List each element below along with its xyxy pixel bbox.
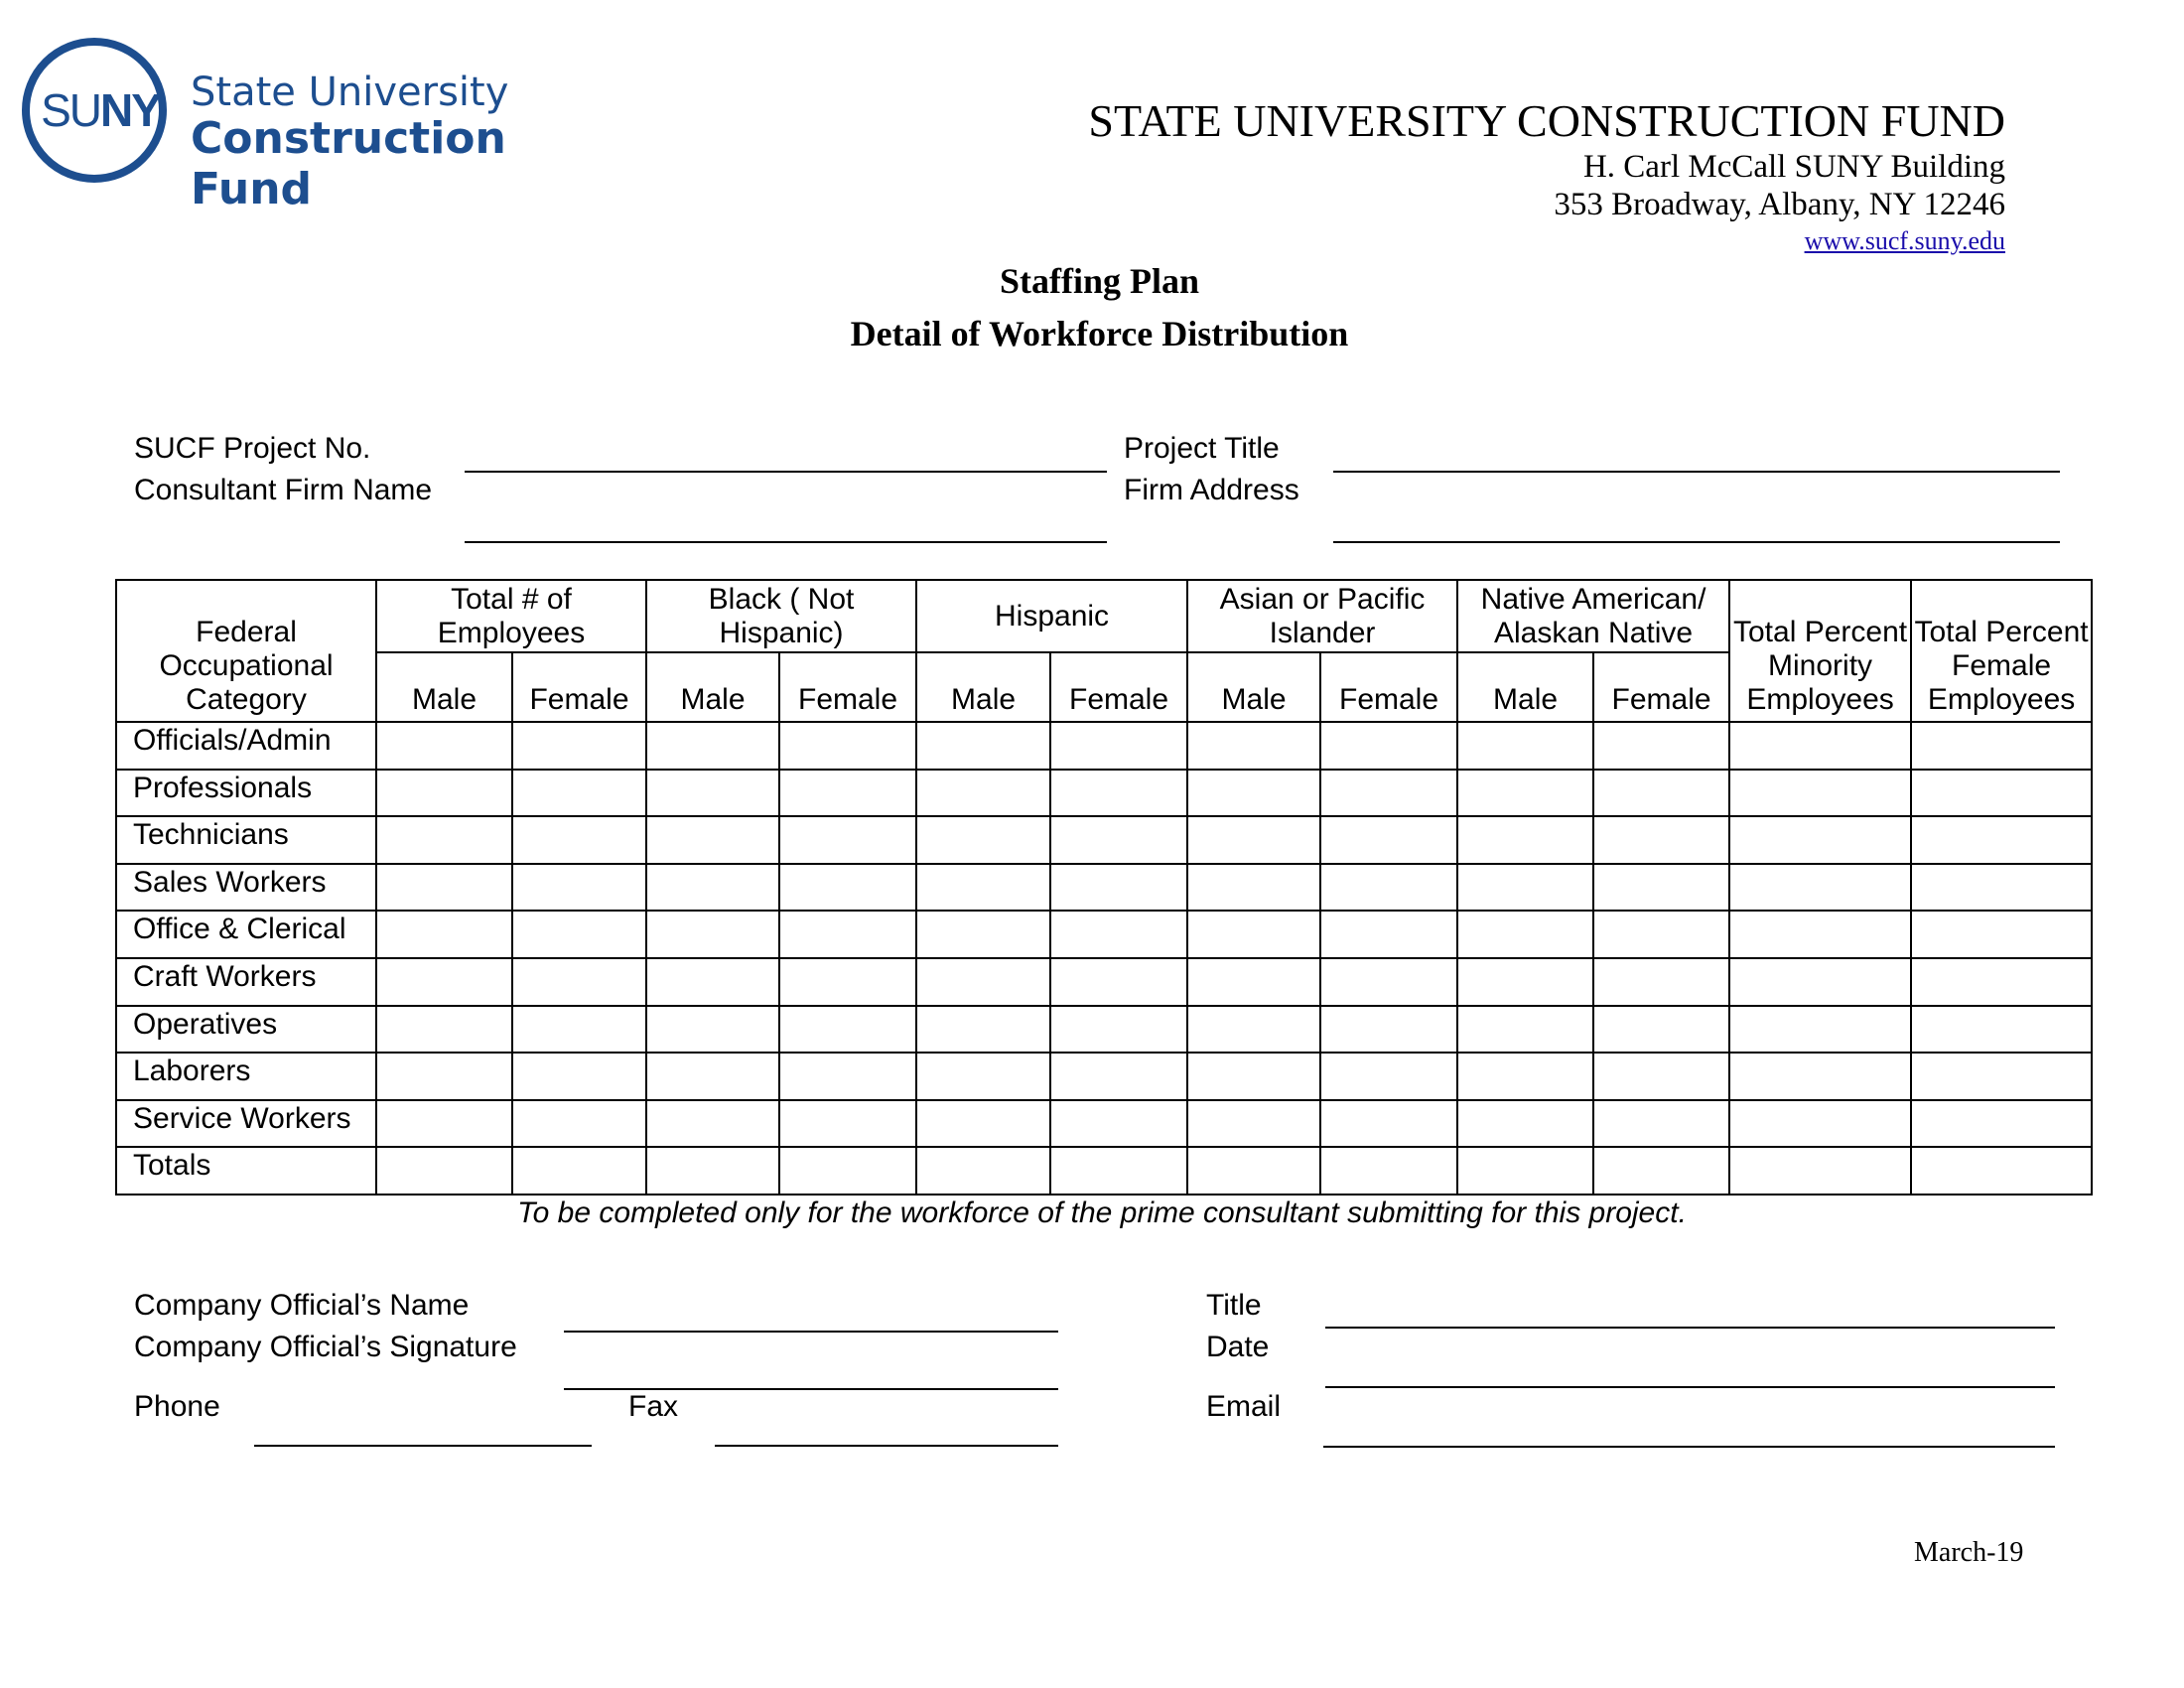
- entry-cell[interactable]: [646, 770, 779, 817]
- entry-cell[interactable]: [376, 1100, 512, 1148]
- row-category-label: Office & Clerical: [116, 911, 376, 958]
- title-field[interactable]: [1325, 1327, 2055, 1329]
- sub-header-female: Female: [1593, 652, 1729, 722]
- entry-cell[interactable]: [916, 958, 1050, 1006]
- entry-cell[interactable]: [376, 722, 512, 770]
- entry-cell[interactable]: [779, 1100, 916, 1148]
- website-link[interactable]: www.sucf.suny.edu: [1804, 226, 2005, 255]
- entry-cell[interactable]: [1187, 911, 1320, 958]
- entry-cell[interactable]: [512, 770, 646, 817]
- entry-cell[interactable]: [1593, 1053, 1729, 1100]
- entry-cell[interactable]: [1593, 1006, 1729, 1054]
- entry-cell[interactable]: [1911, 770, 2092, 817]
- entry-cell[interactable]: [1593, 958, 1729, 1006]
- entry-cell[interactable]: [1911, 1147, 2092, 1195]
- logo-line-1: State University: [191, 70, 509, 115]
- sub-header-male: Male: [1457, 652, 1593, 722]
- sub-header-male: Male: [646, 652, 779, 722]
- official-name-field[interactable]: [564, 1331, 1058, 1333]
- entry-cell[interactable]: [646, 1100, 779, 1148]
- entry-cell[interactable]: [646, 864, 779, 912]
- table-row: [116, 1147, 2092, 1195]
- group-header-black: Black ( Not Hispanic): [646, 580, 916, 652]
- entry-cell[interactable]: [916, 770, 1050, 817]
- entry-cell[interactable]: [1320, 958, 1457, 1006]
- entry-cell[interactable]: [646, 911, 779, 958]
- table-row: [116, 911, 2092, 958]
- entry-cell[interactable]: [1457, 1100, 1593, 1148]
- sub-header-male: Male: [916, 652, 1050, 722]
- entry-cell[interactable]: [779, 864, 916, 912]
- entry-cell[interactable]: [512, 722, 646, 770]
- entry-cell[interactable]: [779, 911, 916, 958]
- entry-cell[interactable]: [916, 816, 1050, 864]
- group-header-total: Total # of Employees: [376, 580, 646, 652]
- row-category-label: Officials/Admin: [116, 722, 376, 770]
- entry-cell[interactable]: [1187, 816, 1320, 864]
- title-label: Title: [1206, 1289, 1262, 1322]
- entry-cell[interactable]: [376, 1053, 512, 1100]
- date-label: Date: [1206, 1331, 1270, 1363]
- project-no-label: SUCF Project No.: [134, 432, 371, 465]
- entry-cell[interactable]: [512, 1147, 646, 1195]
- entry-cell[interactable]: [376, 1147, 512, 1195]
- official-signature-label: Company Official’s Signature: [134, 1331, 517, 1363]
- entry-cell[interactable]: [646, 816, 779, 864]
- entry-cell[interactable]: [1457, 770, 1593, 817]
- entry-cell[interactable]: [779, 770, 916, 817]
- entry-cell[interactable]: [1320, 1053, 1457, 1100]
- entry-cell[interactable]: [512, 911, 646, 958]
- address-line-2: 353 Broadway, Albany, NY 12246: [1554, 187, 2005, 222]
- entry-cell[interactable]: [376, 864, 512, 912]
- entry-cell[interactable]: [1320, 911, 1457, 958]
- phone-label: Phone: [134, 1390, 220, 1423]
- group-header-native: Native American/ Alaskan Native: [1457, 580, 1729, 652]
- group-header-hispanic: Hispanic: [916, 580, 1187, 652]
- workforce-distribution-table: [115, 579, 2093, 1196]
- entry-cell[interactable]: [1187, 1100, 1320, 1148]
- entry-cell[interactable]: [1320, 1147, 1457, 1195]
- entry-cell[interactable]: [779, 958, 916, 1006]
- organization-name: STATE UNIVERSITY CONSTRUCTION FUND: [1088, 95, 2005, 146]
- entry-cell[interactable]: [1729, 816, 1911, 864]
- total-female-header: Total Percent Female Employees: [1911, 580, 2092, 722]
- entry-cell[interactable]: [1187, 1147, 1320, 1195]
- entry-cell[interactable]: [1320, 816, 1457, 864]
- row-category-label: Operatives: [116, 1006, 376, 1054]
- revision-date: March-19: [1914, 1537, 2024, 1568]
- entry-cell[interactable]: [1729, 958, 1911, 1006]
- firm-address-label: Firm Address: [1124, 474, 1299, 506]
- entry-cell[interactable]: [1457, 816, 1593, 864]
- entry-cell[interactable]: [1187, 864, 1320, 912]
- official-name-label: Company Official’s Name: [134, 1289, 470, 1322]
- email-label: Email: [1206, 1390, 1282, 1423]
- entry-cell[interactable]: [916, 1147, 1050, 1195]
- entry-cell[interactable]: [1729, 864, 1911, 912]
- phone-field[interactable]: [254, 1445, 592, 1447]
- category-header: Federal Occupational Category: [116, 580, 376, 722]
- entry-cell[interactable]: [1187, 722, 1320, 770]
- sub-header-male: Male: [1187, 652, 1320, 722]
- entry-cell[interactable]: [512, 1100, 646, 1148]
- entry-cell[interactable]: [512, 1053, 646, 1100]
- table-row: [116, 1100, 2092, 1148]
- suny-logo: [20, 38, 596, 214]
- entry-cell[interactable]: [1050, 1100, 1187, 1148]
- consultant-firm-label: Consultant Firm Name: [134, 474, 433, 506]
- entry-cell[interactable]: [376, 911, 512, 958]
- entry-cell[interactable]: [1911, 1006, 2092, 1054]
- entry-cell[interactable]: [1911, 1100, 2092, 1148]
- project-title-field[interactable]: [1333, 471, 2060, 473]
- entry-cell[interactable]: [1050, 911, 1187, 958]
- entry-cell[interactable]: [1457, 1053, 1593, 1100]
- entry-cell[interactable]: [1729, 722, 1911, 770]
- row-category-label: Laborers: [116, 1053, 376, 1100]
- table-row: [116, 722, 2092, 770]
- entry-cell[interactable]: [1729, 770, 1911, 817]
- form-subtitle: Detail of Workforce Distribution: [850, 314, 1349, 353]
- entry-cell[interactable]: [646, 1147, 779, 1195]
- firm-address-field[interactable]: [1333, 541, 2060, 543]
- project-no-field[interactable]: [465, 471, 1107, 473]
- entry-cell[interactable]: [376, 816, 512, 864]
- entry-cell[interactable]: [1593, 1100, 1729, 1148]
- entry-cell[interactable]: [646, 722, 779, 770]
- entry-cell[interactable]: [1050, 722, 1187, 770]
- row-category-label: Sales Workers: [116, 864, 376, 912]
- entry-cell[interactable]: [1187, 1006, 1320, 1054]
- entry-cell[interactable]: [779, 1053, 916, 1100]
- entry-cell[interactable]: [1050, 1147, 1187, 1195]
- row-category-label: Service Workers: [116, 1100, 376, 1148]
- entry-cell[interactable]: [1593, 816, 1729, 864]
- sub-header-female: Female: [1320, 652, 1457, 722]
- sub-header-female: Female: [512, 652, 646, 722]
- entry-cell[interactable]: [1911, 816, 2092, 864]
- entry-cell[interactable]: [1050, 864, 1187, 912]
- entry-cell[interactable]: [376, 958, 512, 1006]
- email-field[interactable]: [1323, 1446, 2055, 1448]
- row-category-label: Craft Workers: [116, 958, 376, 1006]
- fax-field[interactable]: [715, 1445, 1058, 1447]
- table-row: [116, 770, 2092, 817]
- entry-cell[interactable]: [1187, 770, 1320, 817]
- logo-line-2: Construction Fund: [191, 113, 506, 214]
- entry-cell[interactable]: [1729, 1006, 1911, 1054]
- entry-cell[interactable]: [916, 1053, 1050, 1100]
- form-title: Staffing Plan: [999, 261, 1200, 301]
- entry-cell[interactable]: [512, 1006, 646, 1054]
- entry-cell[interactable]: [1457, 958, 1593, 1006]
- entry-cell[interactable]: [1050, 816, 1187, 864]
- table-row: [116, 1053, 2092, 1100]
- entry-cell[interactable]: [1050, 770, 1187, 817]
- row-category-label: Totals: [116, 1147, 376, 1195]
- entry-cell[interactable]: [1320, 722, 1457, 770]
- table-row: [116, 1006, 2092, 1054]
- entry-cell[interactable]: [1911, 958, 2092, 1006]
- address-line-1: H. Carl McCall SUNY Building: [1582, 149, 2005, 185]
- entry-cell[interactable]: [779, 722, 916, 770]
- entry-cell[interactable]: [1320, 1006, 1457, 1054]
- sub-header-female: Female: [779, 652, 916, 722]
- table-body: [116, 722, 2092, 1195]
- entry-cell[interactable]: [1457, 864, 1593, 912]
- entry-cell[interactable]: [1593, 770, 1729, 817]
- entry-cell[interactable]: [779, 1147, 916, 1195]
- entry-cell[interactable]: [376, 1006, 512, 1054]
- entry-cell[interactable]: [1729, 1100, 1911, 1148]
- table-row: [116, 864, 2092, 912]
- entry-cell[interactable]: [1729, 911, 1911, 958]
- entry-cell[interactable]: [1729, 1053, 1911, 1100]
- entry-cell[interactable]: [1911, 1053, 2092, 1100]
- entry-cell[interactable]: [1050, 1053, 1187, 1100]
- entry-cell[interactable]: [512, 816, 646, 864]
- project-title-label: Project Title: [1124, 432, 1280, 465]
- date-field[interactable]: [1325, 1386, 2055, 1388]
- entry-cell[interactable]: [1187, 1053, 1320, 1100]
- table-row: [116, 816, 2092, 864]
- entry-cell[interactable]: [916, 864, 1050, 912]
- total-minority-header: Total Percent Minority Employees: [1729, 580, 1911, 722]
- entry-cell[interactable]: [646, 1006, 779, 1054]
- entry-cell[interactable]: [376, 770, 512, 817]
- entry-cell[interactable]: [1457, 1147, 1593, 1195]
- entry-cell[interactable]: [1457, 911, 1593, 958]
- entry-cell[interactable]: [1911, 864, 2092, 912]
- sub-header-male: Male: [376, 652, 512, 722]
- entry-cell[interactable]: [1187, 958, 1320, 1006]
- logo-mark: SUNY: [41, 84, 160, 136]
- entry-cell[interactable]: [512, 958, 646, 1006]
- entry-cell[interactable]: [916, 1006, 1050, 1054]
- sub-header-female: Female: [1050, 652, 1187, 722]
- entry-cell[interactable]: [1320, 770, 1457, 817]
- entry-cell[interactable]: [916, 911, 1050, 958]
- entry-cell[interactable]: [916, 722, 1050, 770]
- consultant-firm-field[interactable]: [465, 541, 1107, 543]
- entry-cell[interactable]: [779, 1006, 916, 1054]
- fax-label: Fax: [628, 1390, 679, 1423]
- entry-cell[interactable]: [1320, 864, 1457, 912]
- row-category-label: Technicians: [116, 816, 376, 864]
- table-row: [116, 958, 2092, 1006]
- entry-cell[interactable]: [916, 1100, 1050, 1148]
- entry-cell[interactable]: [1593, 722, 1729, 770]
- entry-cell[interactable]: [1911, 911, 2092, 958]
- entry-cell[interactable]: [1457, 722, 1593, 770]
- entry-cell[interactable]: [1729, 1147, 1911, 1195]
- entry-cell[interactable]: [1593, 911, 1729, 958]
- entry-cell[interactable]: [779, 816, 916, 864]
- entry-cell[interactable]: [646, 1053, 779, 1100]
- entry-cell[interactable]: [1320, 1100, 1457, 1148]
- entry-cell[interactable]: [646, 958, 779, 1006]
- entry-cell[interactable]: [1050, 1006, 1187, 1054]
- entry-cell[interactable]: [1911, 722, 2092, 770]
- entry-cell[interactable]: [1593, 1147, 1729, 1195]
- row-category-label: Professionals: [116, 770, 376, 817]
- table-note: To be completed only for the workforce of the prime consultant submitting for this project.: [517, 1196, 1687, 1229]
- entry-cell[interactable]: [1457, 1006, 1593, 1054]
- group-header-asian: Asian or Pacific Islander: [1187, 580, 1457, 652]
- entry-cell[interactable]: [512, 864, 646, 912]
- entry-cell[interactable]: [1593, 864, 1729, 912]
- entry-cell[interactable]: [1050, 958, 1187, 1006]
